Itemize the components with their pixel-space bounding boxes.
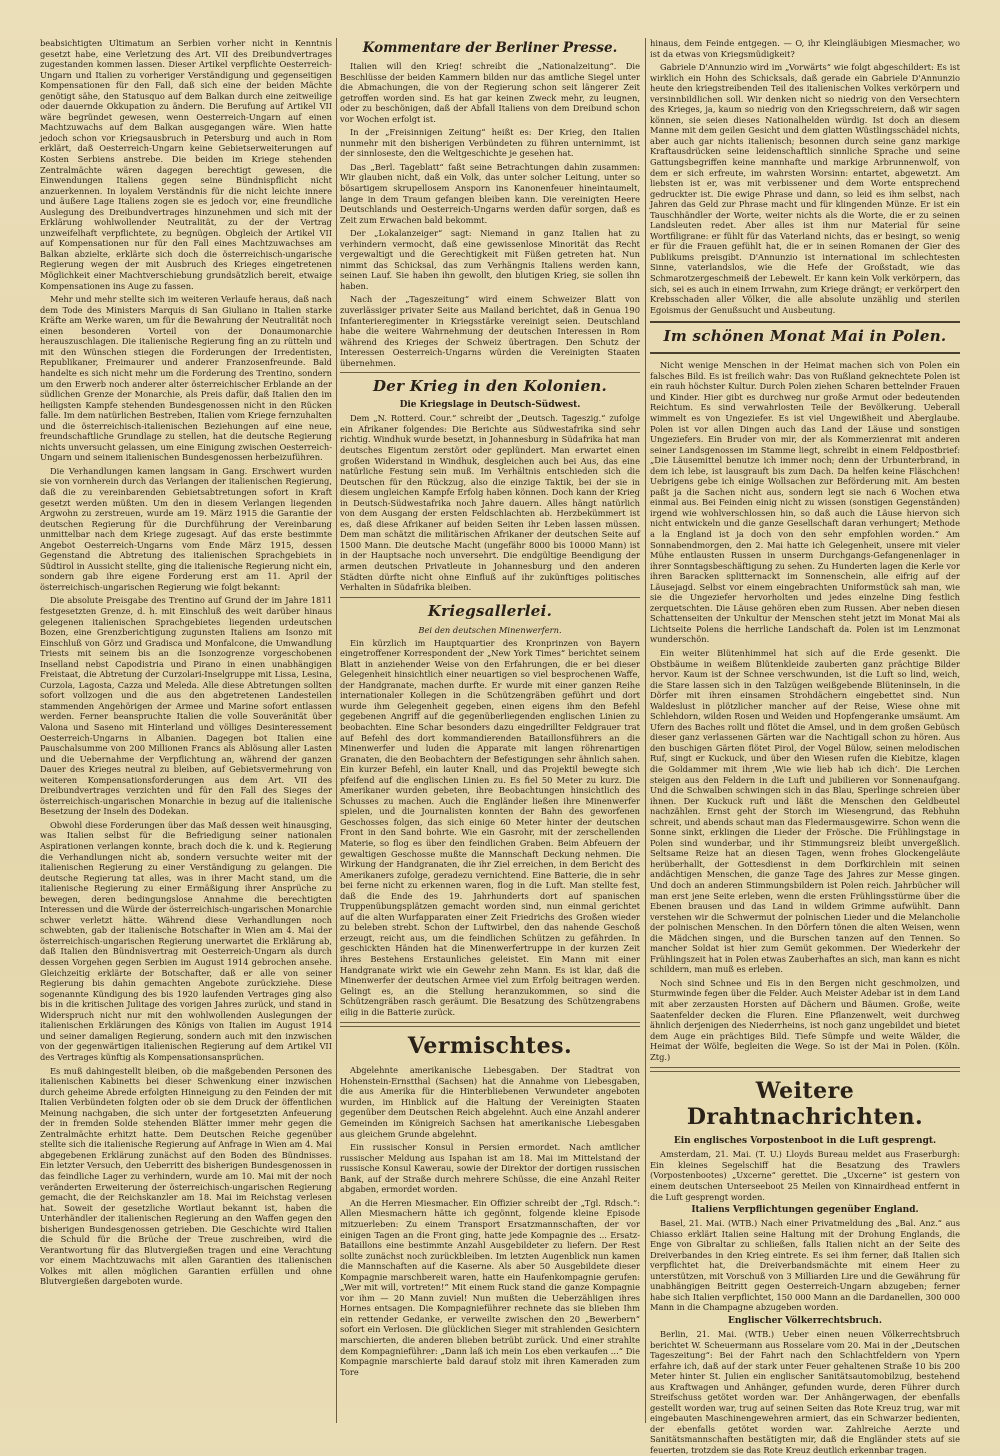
heading-kolonien: Der Krieg in den Kolonien. (372, 377, 608, 396)
article-paragraph: Obwohl diese Forderungen über das Maß dessen weit hinausging, was Italien selbst für die Befriedigung seiner nationalen Aspirationen verlangen konnte, brach doch die k. und k. Regierung die Verhandlungen nicht ab, sondern versuchte weiter mit der italienischen Regierung zu einer Verständigung zu gelangen. Die deutsche Regierung tat alles, was in ihrer Macht stand, um die italienische Regierung zu einer Ermäßigung ihrer Ansprüche zu bewegen, deren bedingungslose Annahme die berechtigten Interessen und die Würde der österreichisch-ungarischen Monarchie schwer verletzt hätte. Während diese Verhandlungen noch schwebten, gab der italienische Botschafter in Wien am 4. Mai der österreichisch-ungarischen Regierung unerwartet die Erklärung ab, daß Italien den Bündnisvertrag mit Oesterreich-Ungarn als durch dessen Vorgehen gegen Serbien im August 1914 gebrochen ansehe. Gleichzeitig erklärte der Botschafter, daß er alle von seiner Regierung bis dahin gemachten Angebote zurückziehe. Diese sogenannte Kündigung des bis 1920 laufenden Vertrages ging also bis in die kritischen Julitage des vorigen Jahres zurück, und stand in Widerspruch nicht nur mit den wohlwollenden Auslegungen der italienischen Erklärungen des Königs von Italien im August 1914 und seiner damaligen Regierung, sondern auch mit den inzwischen von der gegenwärtigen italienischen Regierung auf dem Artikel VII des Vertrages künftig als Kompensationsansprüchen. (40, 819, 332, 1062)
heading-presse: Kommentare der Berliner Presse. (362, 40, 618, 56)
news-paragraph: Basel, 21. Mai. (WTB.) Nach einer Privatmeldung des „Bal. Anz.“ aus Chiasso erklärt Italien seine Haltung mit der Drohung Englands, die Enge von Gibraltar zu schließen, falls Italien nicht an der Seite des Dreiverbandes in den Krieg eintrete. Es sei ihm ferner, daß Italien sich verpflichtet hat, die Dreiverbandsmächte mit einem Heer zu unterstützen, mit Vorschuß von 3 Milliarden Lire und die Gewährung für unabhängigen Beitritt gegen Oesterreich-Ungarn abzugeben; ferner habe sich Italien verpflichtet, 150 000 Mann an die Dardanellen, 300 000 Mann in die Champagne abzugeben worden. (650, 1218, 960, 1313)
column-rule (336, 38, 337, 1423)
heading-box (650, 321, 960, 354)
heading-drahtnachrichten: Weitere Drahtnachrichten. (686, 1078, 924, 1131)
article-paragraph: Es muß dahingestellt bleiben, ob die maßgebenden Personen des italienischen Kabinetts bei dieser Schwenkung einer inzwischen durch geheime Abrede erfolgten Hinneigung zu den Feinden der mit Italien Verbündeten folgten oder ob sie dem Druck der öffentlichen Meinung nachgaben, die sich unter der fortgesetzten Anfeuerung der in fremden Solde stehenden Blätter immer mehr gegen die Zentralmächte erhitzt hatte. Dem Deutschen Reiche gegenüber stellte sich die italienische Regierung auf Anfrage in Wien am 4. Mai abgegebenen Erklärung zunächst auf den Boden des Bündnisses. Ein letzter Versuch, den Ueberritt des bisherigen Bundesgenossen in das feindliche Lager zu verhindern, wurde am 10. Mai mit der noch veränderten Erweiterung der österreichisch-ungarischen Regierung gemacht, die der Reichskanzler am 18. Mai im Reichstag verlesen hat. Soweit der gesetzliche Wortlaut bekannt ist, haben die Unterhändler der italienischen Regierung an den Waffen gegen den bisherigen Bundesgenossen getrieben. Die Geschichte wird Italien die Schuld für die Brüche der Treue zuschreiben, wird die Verantwortung für das Blutvergießen tragen und eine Verachtung vor einem Machtzuwachs mit allen Garantien des italienischen Volkes mit allen möglichen Garantien erfüllen und ohne Blutvergießen dargeboten wurde. (40, 1065, 332, 1287)
divider (340, 597, 640, 598)
article-paragraph: Italien will den Krieg! schreibt die „Nationalzeitung“. Die Beschlüsse der beiden Kammern bilden nur das amtliche Siegel unter die Abmachungen, die von der Regierung schon seit längerer Zeit getroffen worden sind. Es hat gar keinen Zweck mehr, zu leugnen, oder zu beschönigen, daß der Abfall Italiens von dem Dreibund schon vor Wochen erfolgt ist. (340, 61, 640, 124)
column-rule (645, 38, 646, 1423)
divider (340, 1022, 640, 1027)
article-paragraph: Ein russischer Konsul in Persien ermordet. Nach amtlicher russischer Meldung aus Ispahan ist am 18. Mai im Mittelstand der russische Konsul Kawerau, sowie der Direktor der dortigen russischen Bank, auf der Straße durch mehrere Schüsse, die eine Anzahl Reiter abgaben, ermordet worden. (340, 1142, 640, 1195)
subheading-news: Englischer Völkerrechtsbruch. (728, 1315, 882, 1326)
divider (650, 1067, 960, 1072)
article-paragraph: In der „Freisinnigen Zeitung“ heißt es: Der Krieg, den Italien nunmehr mit den bisherigen Verbündeten zu führen unternimmt, ist der sinnloseste, den die Weltgeschichte je gesehen hat. (340, 127, 640, 159)
article-paragraph: Ein weiter Blütenhimmel hat sich auf die Erde gesenkt. Die Obstbäume in weißem Blütenkleide zauberten ganz prächtige Bilder hervor. Kaum ist der Schnee verschwunden, ist die Luft so lind, weich, die Stare lassen sich in den Talzügen weißgebende Blüteninseln, in die Dörfer mit ihren einsamen Strohdächern eingebettet sind. Nun Waldeslust in plötzlicher mancher auf der Reise, Wiese ohne mit Schlehdorn, wilden Rosen und Weiden und Hopfengeranke umsäumt. Am Ufern des Baches rollt und flötet die Amsel, und in dem großen Gebüsch dieser ganz verlassenen Gärten war die Nachtigall schon zu hören. Aus den buschigen Gärten flötet Pirol, der Vogel Bülow, seinen melodischen Ruf, singt er Kuckuck, und über den Wiesen rufen die Kiebitze, klagen die Goldammer mit ihrem ‚Wie wie lieb hab ich dich‘. Die Lerchen steigen aus den Feldern in die Luft und jubilieren vor Sonnenaufgang. Und die Schwalben schwingen sich in das Blau, Sperlinge schreien über ihnen. Der Kuckuck ruft und läßt die Menschen den Geldbeutel nachzählen. Ernst geht der Storch im Wiesengrund, das Rebhuhn schreit, und abends schaut man das Fledermausgewirre. Schon wenn die Sonne sinkt, erklingen die Lieder der Frösche. Die Frühlingstage in Polen sind wunderbar, und ihr Stimmungsreiz bleibt unvergeßlich. Seltsame Reize hat an diesen Tagen, wenn frohes Glockengeläute herüberhallt, der Gottesdienst in dem Dorfkirchlein mit seinen andächtigen Menschen, die ganze Tage des Jahres zur Messe gingen. Und doch an anderen Stimmungsbildern ist Polen reich. Jahrbücher will man erst jene Seite erleben, wenn die ersten Frühlingsstürme über die Ebenen brausen und das Land in wildem Grimme aufwühlt. Dann verstehen wir die Schwermut der polnischen Lieder und die Melancholie der polnischen Menschen. In den Dörfern tönen die alten Weisen, wenn die Mädchen singen, und die Burschen tanzen auf den Tennen. So mancher Soldat ist hier zum Gemüt gekommen. Der Wiederkehr der Frühlingszeit hat in Polen etwas Zauberhaftes an sich, man kann es nicht schildern, man muß es erleben. (650, 647, 960, 975)
heading-polen: Im schönen Monat Mai in Polen. (663, 327, 947, 346)
news-paragraph: Amsterdam, 21. Mai. (T. U.) Lloyds Bureau meldet aus Fraserburgh: Ein kleines Segelschiff hat die Besatzung des Trawlers (Vorpostenbootes) „Uxcerne“ gerettet. Die „Uxcerne“ ist gestern von einem deutschen Unterseeboot 25 Meilen von Kinnairdhead entfernt in die Luft gesprengt worden. (650, 1149, 960, 1202)
news-paragraph: Berlin, 21. Mai. (WTB.) Ueber einen neuen Völkerrechtsbruch berichtet W. Scheuermann aus Rosselare vom 20. Mai in der „Deutschen Tageszeitung“: Bei der Fahrt nach den Schlachtfeldern von Ypern erfahre ich, daß auf der stark unter Feuer gehaltenen Straße 10 bis 200 Meter hinter St. Julien ein englischer Sanitätsautomobilzug, bestehend aus Kraftwagen und Anhänger, gefunden wurde, deren Führer durch Streifschuss getötet worden war. Der Anhängerwagen, der ebenfalls gestellt worden war, trug auf seinen Seiten das Rote Kreuz trug, war mit eingebauten Maschinengewehren armiert, das ein Schwarzer bedienten, der ebenfalls getötet worden war. Zahlreiche Aerzte und Sanitätsmannschaften bestätigten mir, daß die Engländer stets auf sie feuerten, trotzdem sie das Rote Kreuz deutlich erkennbar tragen. (650, 1328, 960, 1455)
heading-allerlei: Kriegsallerlei. (427, 601, 553, 620)
column-middle (340, 38, 640, 1428)
column-left (40, 38, 332, 1428)
heading-vermischtes: Vermischtes. (407, 1033, 573, 1060)
article-paragraph: Noch sind Schnee und Eis in den Bergen nicht geschmolzen, und Sturmwinde fegen über die Felder. Auch Meister Adebar ist in dem Land mit aber zerzausten Horsten auf Dächern und Bäumen. Große, weite Saatenfelder decken die Fluren. Eine Pflanzenwelt, weit durchweg ähnlich derjenigen des Niederrheins, ist noch ganz ungebildet und bietet dem Auge ein prächtiges Bild. Tiefe Sümpfe und weite Wälder, die Heimat der Wölfe, begleiten die Wege. So ist der Mai in Polen. (Köln. Ztg.) (650, 977, 960, 1062)
article-paragraph: Nicht wenige Menschen in der Heimat machen sich von Polen ein falsches Bild. Es ist freilich wahr: Das von Rußland geknechtete Polen ist ein rauh höchster Kultur. Durch Polen ziehen Scharen bettelnder Frauen und Kinder. Hier gibt es durchweg nur große Armut oder bedeutenden Reichtum. Es sind verwahrlosten Teile der Bevölkerung. Ueberall wimmelt es von Ungeziefer. Es ist viel Ungewißheit und Aberglaube. Polen ist vor allen Dingen auch das Land der Läuse und sonstigen Ungeziefers. Ein Bruder von mir, der als Kommerzienrat mit anderen seiner Landsgenossen im Stamme liegt, schreibt in einem Feldpostbrief: „Die Läusemittel benutze ich immer noch; denn der Urbunterbrand, in dem ich lebe, ist lausgrauft bis zum Dach. Da helfen keine Fläschchen! Uebrigens gebe ich einige Wollsachen zur Beförderung mit. Am besten paßt ja die Sachen nicht aus, sondern legt sie nach 6 Wochen etwa einmal aus. Bei Feinden einig nicht zu wissen (sonstigen Gegenständen) irgend wie wohlverschlossen hin, so daß auch die Läuse hiervon sich nicht entwickeln und die ganze Gesellschaft daran verhungert; Methode a la England ist ja doch von den sehr empfohlen worden.“ Am Sonnabendmorgen, den 2. Mai hatte ich Gelegenheit, unsere mit vieler Mühe entlausten Russen in unserm Durchgangs-Gefangenenlager in ihrer Sonntagsbeschäftigung zu sehen. Zu Hunderten lagen die Kerle vor ihren Baracken splitternackt im Sonnenschein, alle eifrig auf der Läusejagd. Selbst vor einem eingebrachten Uniformstück sah man, wie sie die Ungeziefer hervorholten und jedes einzelne Ding festlich zerquetschten. Die Läuse gehören eben zum Russen. Aber neben diesen Schattenseiten der Unkultur der Menschen steht jetzt im Monat Mai als Lichtseite Polens die herrliche Landschaft da. Polen ist im Lenzmonat wunderschön. (650, 360, 960, 645)
article-paragraph: hinaus, dem Feinde entgegen. — O, ihr Kleingläubigen Miesmacher, wo ist da etwas von Kriegsmüdigkeit? (650, 38, 960, 59)
subheading-kolonien: Die Kriegslage in Deutsch-Südwest. (399, 400, 581, 411)
article-paragraph: Der „Lokalanzeiger“ sagt: Niemand in ganz Italien hat zu verhindern vermocht, daß eine gewissenlose Minorität das Recht vergewaltigt und die Gerechtigkeit mit Füßen getreten hat. Nun nimmt das Schicksal, das zum Verhängnis Italiens werden kann, seinen Lauf. Sie haben ihn gewollt, den blutigen Krieg, sie sollen ihn haben. (340, 228, 640, 291)
subheading-news: Italiens Verpflichtungen gegenüber England. (691, 1205, 919, 1216)
article-paragraph: An die Herren Miesmacher. Ein Offizier schreibt der „Tgl. Rdsch.“: Allen Miesmachern hätte ich gegönnt, folgende kleine Episode mitzuerleben: Zu einem Transport Ersatzmannschaften, der vor einigen Tagen an die Front ging, hatte jede Kompagnie des ... Ersatz-Bataillons eine bestimmte Anzahl Ausgebildeter zu liefern. Der Rest sollte zunächst noch zurückbleiben. Im letzten Augenblick nun kamen die Mannschaften auf die Kaserne. Als aber 50 Ausgebildete dieser Kompagnie marschbereit waren, hatte ein Haufenkompagnie gerufen: „Wer mit will, vortreten!“ Mit einem Ruck stand die ganze Kompagnie vor ihm — 20 Mann zuviel! Nun mußten die Ueberzähligen ihres Hornes entsagen. Die Kompagnieführer rechnete das sie blieben Ihm ein rettender Gedanke, er verweilte zwischen den 20 „Bewerbern“ sofort ein Verlosen. Die glücklichen Sieger mit strahlenden Gesichtern marschierten, die anderen blieben betrübt zurück. Und einer strahlte dem Kompagnieführer: „Dann laß ich mein Los eben verkaufen ...“ Die Kompagnie marschierte bald darauf stolz mit ihren Kameraden zum Tore (340, 1197, 640, 1377)
article-paragraph: Dem „N. Rotterd. Cour.“ schreibt der „Deutsch. Tageszig.“ zufolge ein Afrikaner folgendes: Die Berichte aus Südwestafrika sind sehr richtig. Windhuk wurde besetzt, in Johannesburg in Südafrika hat man deutsches Eigentum zerstört oder geplündert. Man erwartet einen großen Widerstand in Windhuk, desgleichen auch bei Aus, das eine natürliche Festung sein muß. Im Verhältnis entschieden sich die Deutschen für den Rückzug, also die einzige Taktik, bei der sie in diesem ungleichen Kampfe Erfolg haben können. Doch kann der Krieg in Deutsch-Südwestafrika noch Jahre dauern. Alles hängt natürlich von dem Ausgang der ersten Feldschlachten ab. Herzbekümmert ist es, daß diese Afrikaner auf beiden Seiten ihr Leben lassen müssen. Dem man schätzt die militärischen Afrikaner der deutschen Seite auf 1500 Mann. Die deutsche Macht (ungefähr 8000 bis 10000 Mann) ist in der Hauptsache noch unversehrt. Die endgültige Beendigung der armen deutschen Privatleute in Johannesburg und den anderen Städten dürfte nicht ohne Einfluß auf ihr zukünftiges politisches Verhalten in Südafrika bleiben. (340, 413, 640, 593)
article-paragraph: Gabriele D'Annunzio wird im „Vorwärts“ wie folgt abgeschildert: Es ist wirklich ein Hohn des Schicksals, daß gerade ein Gabriele D'Annunzio heute den kriegstreibenden Teil des italienischen Volkes verkörpern und versinnbildlichen soll. Wir denken nicht so niedrig von den Versechtern des Krieges, ja, kaum so niedrig von den Kriegsschreiern, daß wir sagen können, sie seien dieses Nationalhelden würdig. Ist doch an diesem Manne mit dem geilen Gesicht und dem glatten Wüstlingsschädel nichts, aber auch gar nichts italienisch; besonnen durch seine ganz markige Kraftausdrücken seine leidenschaftlich sinnliche Sprache und seine Gattungsbegriffen keine mannhafte und markige Arbrunnenwolf, von dem er sich erfreute, im wahrsten Worsinn: entartet, abgewetzt. Am liebsten ist er, was mit verbissener und dem Worte entsprechend gedruckter ist. Die ewige Phrase und dann, so leid es ihm selbst, nach Jahren das Geld zur Phrase macht und für klingenden Münze. Er ist ein Tauschhändler der Worte, weiter nichts als die Worte, die er zu seinen Landsleuten redet. Aber alles ist ihm nur Material für seine Wortfiligrane: er fühlt für das Vaterland nichts, das er besingt, so wenig er für die Frauen gefühlt hat, die er in seinen Romanen der Gier des Publikums preisgibt. D'Annunzio ist international im schlechtesten Sinne, vaterlandslos, wie die Hefe der Großstadt, wie das Schmarotzergeschmeiß der Lebewelt. Er kann kein Volk verkörpern, das sich, sei es auch in einem Irrwahn, zum Kriege drängt; er verkörpert den Krebsschaden aller Völker, die alle absolute unzählig und sterilen Egoismus der Genußsucht und Ausbeutung. (650, 62, 960, 315)
divider (340, 372, 640, 373)
article-paragraph: Nach der „Tageszeitung“ wird einem Schweizer Blatt von zuverlässiger privater Seite aus Mailand berichtet, daß in Genua 190 Infanterieregimenter in Kriegsstärke vereinigt seien. Deutschland habe die weitere Wahrnehmung der deutschen Interessen in Rom während des Krieges der Schweiz übertragen. Den Schutz der Interessen Oesterreich-Ungarns würden die Vereinigten Staaten übernehmen. (340, 294, 640, 368)
article-paragraph: Ein kürzlich im Hauptquartier des Kronprinzen von Bayern eingetroffener Korrespondent der „New York Times“ berichtet seinem Blatt in anziehender Weise von den Erfahrungen, die er bei dieser Gelegenheit hinsichtlich einer neuartigen so viel besprochenen Waffe, der Handgranate, machen durfte. Er wurde mit einer ganzen Reihe internationaler Kollegen in die Schützengräben geführt und dort wurde ihm Gelegenheit gegeben, einen eigens ihm den Befehl gegebenen Angriff auf die gegenüberliegenden englischen Linien zu beobachten. Eine Schar besonders dazu eingedrillter Feldgrauer trat auf Befehl des dort kommandierenden Bataillonsführers an die Minenwerfer und luden die Apparate mit langen röhrenartigen Granaten, die den Beobachtern der Befestigungen sehr ähnlich sahen. Ein kurzer Befehl, ein lauter Knall, und das Projektil bewegte sich pfeifend auf die englischen Linien zu. Es fiel 50 Meter zu kurz. Die Amerikaner wurden gebeten, ihre Beobachtungen hinsichtlich des Schusses zu machen. Auch die Engländer ließen ihre Minenwerfer spielen, und die Journalisten konnten der Bahn des geworfenen Geschosses folgen, das sich einige 60 Meter hinter der deutschen Front in den Sand bohrte. Wie ein Gasrohr, mit der zerschellenden Materie, so flog es über den feindlichen Graben. Beim Abfeuern der gewaltigen Geschosse mußte die Mannschaft Deckung nehmen. Die Wirkung der Handgranaten, die ihr Ziel erreichen, in dem Bericht des Amerikaners zufolge, geradezu vernichtend. Eine Batterie, die in sehr bei ferne nicht zu erkennen waren, flog in die Luft. Man stellte fest, daß die Ende des 19. Jahrhunderts dort auf spanischen Truppenübungsplätzen gemacht worden sind, nun einmal gerichtet auf die alten Wurfapparaten einer Zeit Friedrichs des Großen wieder zu beleben strebt. Schon der Luftwirbel, den das nahende Geschoß erzeugt, reicht aus, um die feindlichen Schützen zu gefährden. In geschickten Händen hat die Minenwerfertruppe in der kurzen Zeit ihres Bestehens Erstaunliches geleistet. Ein Mann mit einer Handgranate wirkt wie ein Gewehr zehn Mann. Es ist klar, daß die Minenwerfer der deutschen Armee viel zum Erfolg beitragen werden. Gelingt es, an die Stellung heranzukommen, so sind die Schützengräben rasch geräumt. Die Besatzung des Schützengrabens eilig in die Batterie zurück. (340, 637, 640, 1017)
article-paragraph: Die Verhandlungen kamen langsam in Gang. Erschwert wurden sie von vornherein durch das Verlangen der italienischen Regierung, daß die zu vereinbarenden Gebietsabtretungen sofort in Kraft gesetzt werden müßten. Um den in diesem Verlangen liegenden Argwohn zu zerstreuen, wurde am 19. März 1915 die Garantie der deutschen Regierung für die Durchführung der Vereinbarung unmittelbar nach dem Kriege zugesagt. Auf das erste bestimmte Angebot Oesterreich-Ungarns vom Ende März 1915, dessen Gegenstand die Abtretung des italienischen Sprachgebiets in Südtirol in Aussicht stellte, ging die italienische Regierung nicht ein, sondern gab ihre eigene Forderung erst am 11. April der österreichisch-ungarischen Regierung wie folgt bekannt: (40, 465, 332, 592)
article-paragraph: beabsichtigten Ultimatum an Serbien vorher nicht in Kenntnis gesetzt habe, eine Verletzung des Art. VII des Dreibundvertrages zugestanden kommen lassen. Dieser Artikel verpflichte Oesterreich-Ungarn und Italien zu vorheriger Verständigung und gegenseitigen Kompensationen für den Fall, daß sich eine der beiden Mächte genötigt sähe, den Statusquo auf dem Balkan durch eine zeitweilige oder dauernde Okkupation zu ändern. Die Berufung auf Artikel VII wäre begründet gewesen, wenn Oesterreich-Ungarn auf einen Machtzuwachs auf dem Balkan ausgegangen wäre. Wien hatte jedoch schon vor Kriegsausbruch in Petersburg und auch in Rom erklärt, daß Oesterreich-Ungarn keine Gebietserweiterungen auf Kosten Serbiens anstrebe. Die beiden im Kriege stehenden Zentralmächte wären dagegen berechtigt gewesen, die Einwendungen Italiens gegen seine Bündnispflicht nicht anzuerkennen. In loyalem Verständnis für die nicht leichte innere und äußere Lage Italiens zogen sie es jedoch vor, eine freundliche Auslegung des Dreibundvertrages hinzunehmen und sich mit der Erklärung wohlwollender Neutralität, zu der der Vertrag unzweifelhaft verpflichtete, zu begnügen. Obgleich der Artikel VII auf Kompensationen nur für den Fall eines Machtzuwachses am Balkan abzielte, erklärte sich doch die österreichisch-ungarische Regierung wegen der mit Ausbruch des Krieges eingetretenen Möglichkeit einer Machtverschiebung grundsätzlich bereit, etwaige Kompensationen ins Auge zu fassen. (40, 38, 332, 291)
article-paragraph: Mehr und mehr stellte sich im weiteren Verlaufe heraus, daß nach dem Tode des Ministers Marquis di San Giuliano in Italien starke Kräfte am Werke waren, um für die Bewahrung der Neutralität noch einen besonderen Vorteil von der Donaumonarchie herauszuschlagen. Die italienische Regierung fing an zu rütteln und mit den Wünschen stiegen die Forderungen der Irredentisten, Republikaner, Freimaurer und anderer Franzosenfreunde. Bald handelte es sich nicht mehr um die Forderung des Trentino, sondern um den Erwerb noch anderer alter österreichischer Erblande an der südlichen Grenze der Monarchie, als Preis dafür, daß Italien den im heiligsten Kampfe stehenden Bundesgenossen nicht in den Rücken falle. Im dem natürlichen Bestreben, Italien vom Kriege fernzuhalten und die österreichisch-italienischen Beziehungen auf eine neue, freundschaftliche Grundlage zu stellen, hat die deutsche Regierung nichts unversucht gelassen, um eine Einigung zwischen Oesterreich-Ungarn und seinem italienischen Bundesgenossen herbeizuführen. (40, 294, 332, 463)
article-paragraph: Das „Berl. Tageblatt“ faßt seine Betrachtungen dahin zusammen: Wir glauben nicht, daß ein Volk, das unter solcher Leitung, unter so bösartigem skrupellosem Ansporn ins Kanonenfeuer hineintaumelt, lange in dem Traum gefangen bleiben kann. Die vereinigten Heere Deutschlands und Oesterreich-Ungarns werden dafür sorgen, daß es Zeit zum Erwachen bald bekommt. (340, 161, 640, 225)
column-right (650, 38, 960, 1455)
article-paragraph: Die absolute Preisgabe des Trentino auf Grund der im Jahre 1811 festgesetzten Grenze, d. h. mit Einschluß des weit darüber hinaus gelegenen italienischen Sprachgebietes liegenden urdeutschen Bozen, eine Grenzberichtigung zugunsten Italiens am Isonzo mit Einschluß von Görz und Gradisca und Monfalcone, die Umwandlung Triests mit seinem bis an die Isonzogrenze vorgeschobenen Inselland nebst Capodistria und Pirano in einen unabhängigen Freistaat, die Abtretung der Curzolari-Inselgruppe mit Lissa, Lesina, Curzola, Lagosta, Cazza und Meleda. Alle diese Abtretungen sollten sofort vollzogen und die aus den abgetretenen Landesteilen stammenden Angehörigen der Armee und Marine sofort entlassen werden. Ferner beanspruchte Italien die volle Souveränität über Valona und Saseno mit Hinterland und völliges Desinteressement Oesterreich-Ungarns in Albanien. Dagegen bot Italien eine Pauschalsumme von 200 Millionen Francs als Ablösung aller Lasten und die Uebernahme der Verpflichtung an, während der ganzen Dauer des Krieges neutral zu bleiben, auf Gebietsvermehrung von weiteren Kompensationsforderungen aus dem Art. VII des Dreibundvertrages verzichten und für den Fall des Sieges der österreichisch-ungarischen Monarchie in bezug auf die italienische Besetzung der Inseln des Dodekan. (40, 595, 332, 817)
subheading-allerlei: Bei den deutschen Minenwerfern. (418, 624, 562, 635)
subheading-news: Ein englisches Vorpostenboot in die Luft gesprengt. (673, 1136, 937, 1147)
article-paragraph: Abgelehnte amerikanische Liebesgaben. Der Stadtrat von Hohenstein-Ernstthal (Sachsen) hat die Annahme von Liebesgaben, die aus Amerika für die Hinterbliebenen Verwundeter angeboten wurden, im Hinblick auf die Haltung der Vereinigten Staaten gegenüber dem Deutschen Reich abgelehnt. Auch eine Anzahl anderer Gemeinden im Königreich Sachsen hat amerikanische Liebesgaben aus gleichem Grunde abgelehnt. (340, 1065, 640, 1139)
